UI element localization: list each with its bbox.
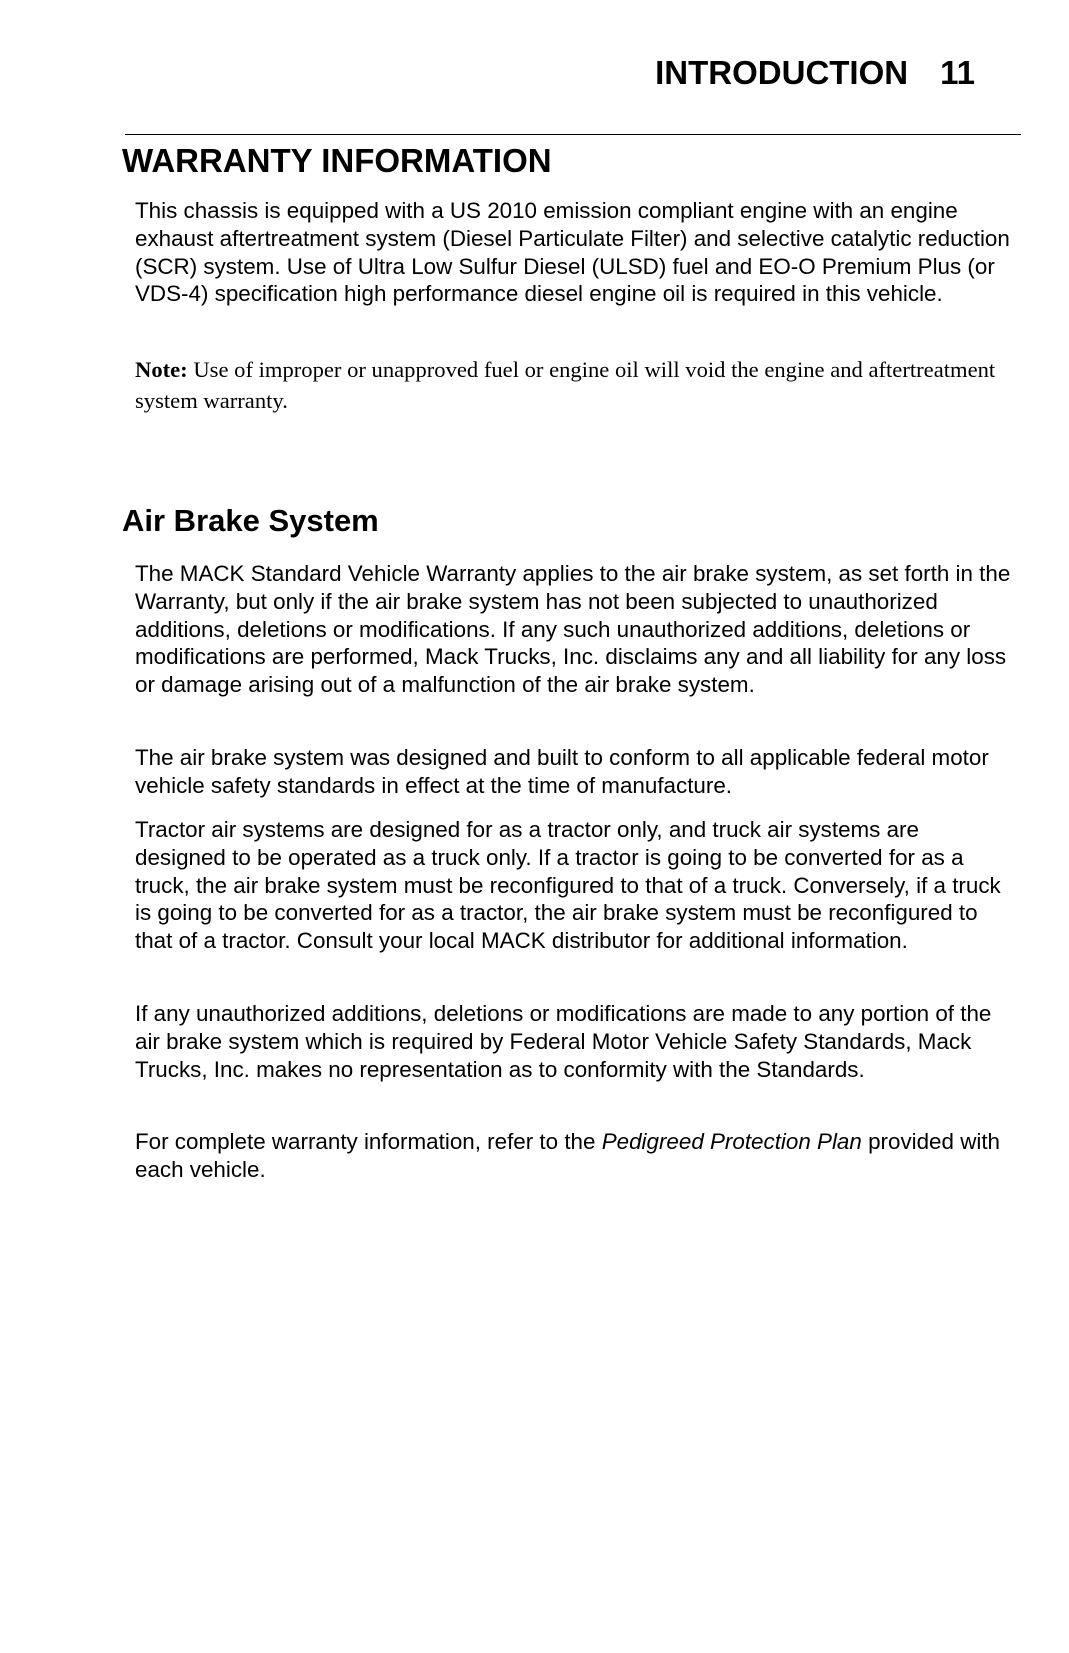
air-brake-paragraph-2: The air brake system was designed and built to conform to all applicable federal motor vehicle safety standards in effect at the time of manufacture. — [135, 745, 989, 798]
air-brake-paragraph-5 — [135, 1128, 1015, 1184]
air-brake-paragraph-1: The MACK Standard Vehicle Warranty applies to the air brake system, as set forth in the Warranty, but only if the air brake system has not been subjected to unauthorized additions, deletions or modifications. If any such unauthorized additions, deletions or modifications are performed, Mack Trucks, Inc. disclaims any and all liability for any loss or damage arising out of a malfunction of the air brake system. — [135, 561, 1011, 698]
air-brake-paragraph-3: Tractor air systems are designed for as a tractor only, and truck air systems are designed to be operated as a truck only. If a tractor is going to be converted for as a truck, the air brake system must be reconfigured to that of a truck. Conversely, if a truck is going to be converted for as a tractor, the air brake system must be reconfigured to that of a tractor. Consult your local MACK distributor for additional information. — [135, 817, 1001, 954]
plan-name: Pedigreed Protection Plan — [601, 1129, 862, 1154]
page-number: 11 — [940, 54, 975, 91]
note-label: Note: — [135, 357, 188, 382]
warranty-note — [135, 354, 1015, 416]
air-brake-paragraph-4: If any unauthorized additions, deletions or modifications are made to any portion of the air brake system which is required by Federal Motor Vehicle Safety Standards, Mack Trucks, Inc. makes no representation as to conformity with the Standards. — [135, 1001, 992, 1082]
chapter-title: INTRODUCTION — [655, 54, 909, 91]
final-suffix: provided with each vehicle. — [135, 1129, 1001, 1182]
note-text: Use of improper or unapproved fuel or engine oil will void the engine and aftertreatment system warranty. — [135, 357, 996, 413]
running-header — [655, 54, 975, 92]
header-rule — [125, 134, 1021, 135]
subsection-title: Air Brake System — [122, 503, 379, 538]
section-title: WARRANTY INFORMATION — [122, 142, 552, 179]
warranty-intro-paragraph: This chassis is equipped with a US 2010 emission compliant engine with an engine exhaust aftertreatment system (Diesel Particulate Filter) and selective catalytic reduction (SCR) system. Use of Ultra Low Sulfur Diesel (ULSD) fuel and EO-O Premium Plus (or VDS-4) specification high performance diesel engine oil is required in this vehicle. — [135, 198, 1010, 307]
final-prefix: For complete warranty information, refer to the — [135, 1129, 596, 1154]
